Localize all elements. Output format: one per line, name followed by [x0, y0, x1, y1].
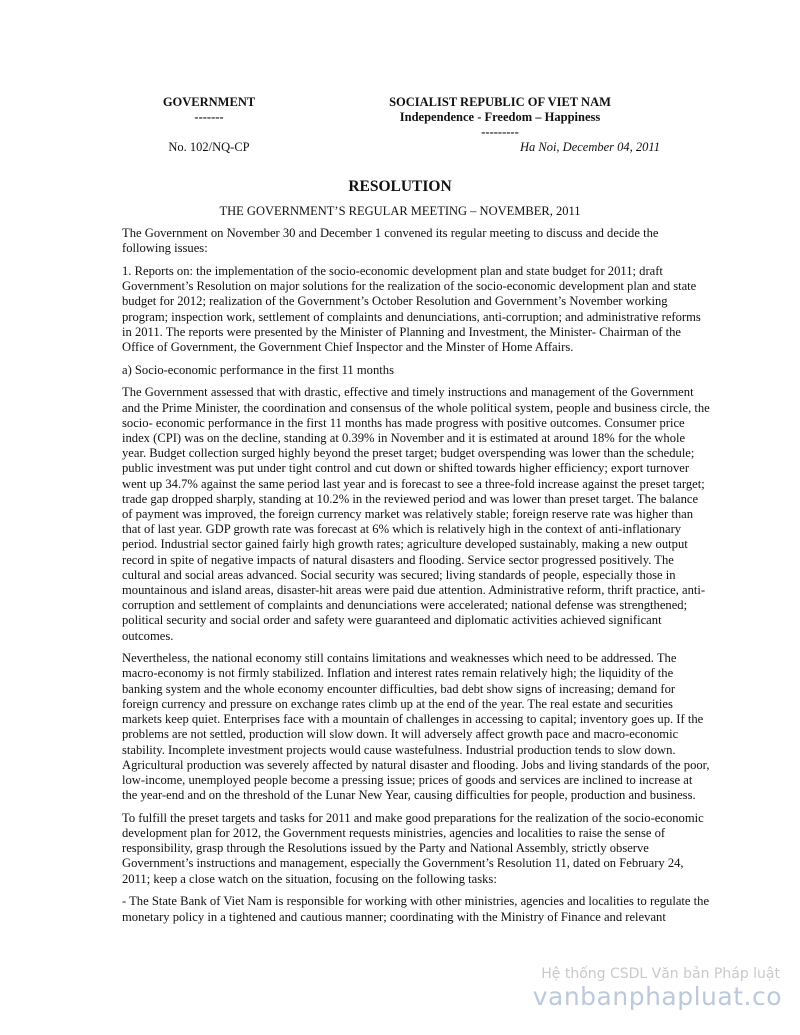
watermark-caption: Hệ thống CSDL Văn bản Pháp luật [541, 966, 780, 982]
paragraph: Nevertheless, the national economy still contains limitations and weaknesses which need to be addressed. The macro-economy is not firmly stabilized. Inflation and interest rates remain relatively high; the liquidity of the banking system and the whole economy encounter difficulties, bad debt show signs of increasing; demand for foreign currency and pressure on exchange rates climb up at the end of the year. The real estate and securities markets keep quiet. Enterprises face with a mountain of challenges in accessing to capital; inventory goes up. If the problems are not settled, production will slow down. It will adversely affect growth pace and macro-economic stability. Incomplete investment projects would cause wastefulness. Industrial production tends to slow down. Agricultural production was severely affected by natural disaster and flooding. Jobs and living standards of the poor, low-income, unemployed people become a pressing issue; prices of goods and services are inclined to increase at the year-end and on the threshold of the Lunar New Year, causing difficulties for people, production and business. [122, 651, 710, 803]
issuer-block [139, 95, 279, 125]
issuer-name: GOVERNMENT [162, 95, 256, 109]
national-heading-block [355, 95, 645, 140]
document-body [122, 226, 710, 932]
issuer-separator: ------- [194, 110, 224, 124]
paragraph: a) Socio-economic performance in the first 11 months [122, 362, 394, 377]
document-subtitle: THE GOVERNMENT’S REGULAR MEETING – NOVEMBER, 2011 [219, 204, 581, 218]
paragraph: The Government assessed that with drastic, effective and timely instructions and management of the Government and the Prime Minister, the coordination and consensus of the whole political system, people and business circle, the socio- economic performance in the first 11 months has made progress with positive outcomes. Consumer price index (CPI) was on the decline, standing at 0.39% in November and it is estimated at around 18% for the whole year. Budget collection surged highly beyond the preset target; budget overspending was lower than the schedule; public investment was put under tight control and cut down or shifted towards higher efficiency; export turnover went up 34.7% against the same period last year and is forecast to see a three-fold increase against the preset target; trade gap dropped sharply, standing at 10.2% in the reviewed period and was lower than preset target. The balance of payment was improved, the foreign currency market was relatively stable; foreign reserve rate was higher than that of last year. GDP growth rate was forecast at 6% which is relatively high in the context of anti-inflationary period. Industrial sector gained fairly high growth rates; agriculture developed sustainably, making a new output record in spite of negative impacts of natural disasters and flooding. Service sector progressed positively. The cultural and social areas advanced. Social security was secured; living standards of people, especially those in mountainous and island areas, disaster-hit areas were paid due attention. Administrative reform, thrift practice, anti-corruption and settlement of complaints and denunciations were accelerated; national defense was strengthened; political security and social order and safety were guaranteed and diplomatic activities achieved significant outcomes. [122, 385, 710, 643]
document-title: RESOLUTION [348, 178, 452, 195]
paragraph: - The State Bank of Viet Nam is responsible for working with other ministries, agencies and localities to regulate the monetary policy in a tightened and cautious manner; coordinating with the Ministry of Finance and relevant [122, 894, 710, 924]
national-name: SOCIALIST REPUBLIC OF VIET NAM [389, 95, 611, 109]
watermark-site: vanbanphapluat.co [532, 982, 782, 1011]
national-separator: --------- [481, 125, 519, 139]
paragraph: The Government on November 30 and December 1 convened its regular meeting to discuss and decide the following issues: [122, 226, 659, 256]
paragraph: 1. Reports on: the implementation of the socio-economic development plan and state budget for 2011; draft Government’s Resolution on major solutions for the realization of the socio-economic development plan and state budget for 2012; realization of the Government’s October Resolution and Government’s November working program; inspection work, settlement of complaints and denunciations, anti-corruption; and administrative reforms in 2011. The reports were presented by the Minister of Planning and Investment, the Minister- Chairman of the Office of Government, the Government Chief Inspector and the Minster of Home Affairs. [122, 263, 701, 354]
document-number: No. 102/NQ-CP [168, 140, 250, 154]
paragraph: To fulfill the preset targets and tasks for 2011 and make good preparations for the realization of the socio-economic development plan for 2012, the Government requests ministries, agencies and localities to raise the sense of responsibility, grasp through the Resolutions issued by the Party and National Assembly, strictly observe Government’s instructions and management, especially the Government’s Resolution 11, dated on February 24, 2011; keep a close watch on the situation, focusing on the following tasks: [122, 810, 704, 886]
document-date: Ha Noi, December 04, 2011 [519, 140, 660, 154]
national-motto: Independence - Freedom – Happiness [399, 110, 601, 124]
